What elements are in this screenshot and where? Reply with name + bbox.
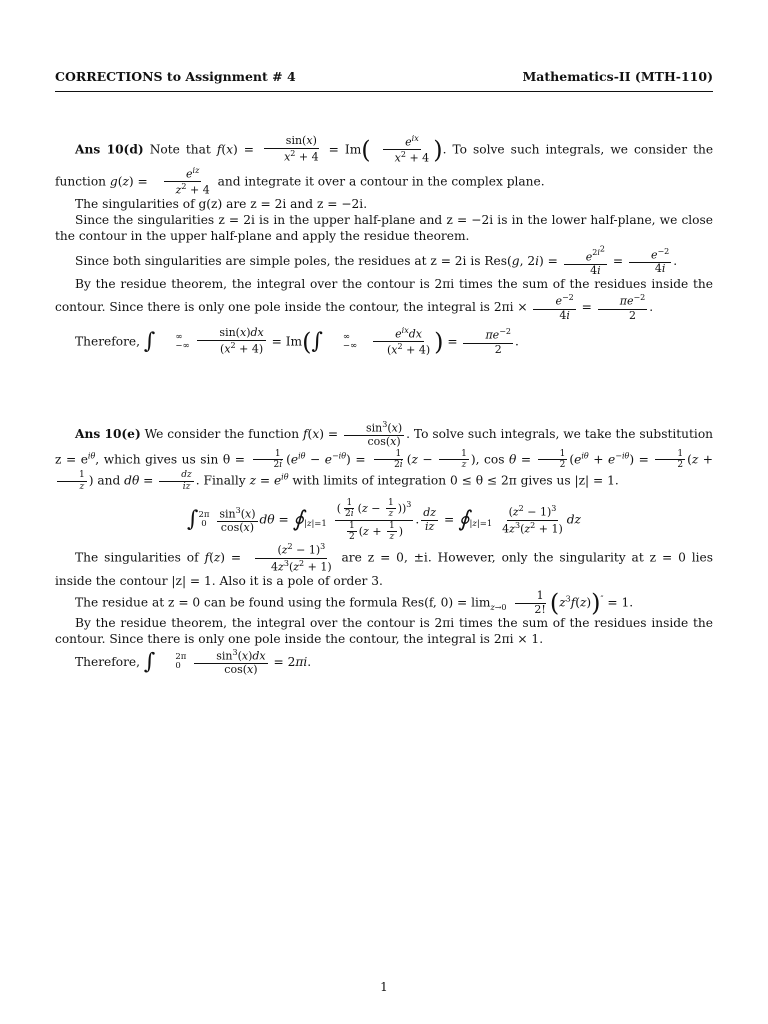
ans-e-singularities: The singularities of f(z) = $\frac{(z^2 - 1)^3}{4z^3(z^2 + 1)}$ are z = 0, ±i. However, only the singularity at z = 0 lies inside the contour |z| = 1. Also it is a pole of order 3. xyxy=(55,542,713,589)
ans-e-intro: Ans 10(e) We consider the function f(x) = $\frac{\sin^3(x)}{\cos(x)}$ . To solve such integrals, we take the substitution $z = e^{i\theta}$, which gives us sin θ = $\frac{1}{2i}$ $(e^{i\theta} - e^{-i\theta})$ = $\frac{1}{2i}$ (z − $\frac{1}{z}$ ), cos θ = $\frac{1}{2}$ $(e^{i\theta} + e^{-i\theta})$ = $\frac{1}{2}$ (z + $\frac{1}{z}$ ) and dθ = $\frac{dz}{iz}$ . Finally $z = e^{i\theta}$ with limits of integration 0 ≤ θ ≤ 2π gives us |z| = 1. xyxy=(55,419,714,492)
page-header xyxy=(55,69,713,85)
ans-d-singularities: The singularities of g(z) are z = 2i and z = −2i. xyxy=(75,197,368,212)
ans-e-display-equation: ∫ 2π 0 $\frac{\sin^3(x)}{\cos(x)}$ dθ = ∮ |z|=1 ( $\frac{1}{2i}$ (z − $\frac{1}{z}$ ))$^3$ $\frac{1}{2}$ (z + $\frac{1}{z}$ ) . $\frac{dz}{iz}$ = ∮ |z|=1 $\frac{(z^2 - 1)^3}{4z^3(z^2 + 1)}$ dz xyxy=(187,498,581,543)
ans-d-residue: Since both singularities are simple poles, the residues at z = 2i is Res(g, 2i) = $\frac{e^{2i^2}}{4i}$ = $\frac{e^{-2}}{4i}$ . xyxy=(75,244,678,277)
ans-d-intro: Ans 10(d) Note that f(x) = $\frac{\sin(x)}{x^2 + 4}$ = Im( $\frac{e^{ix}}{x^2 + 4}$ ). To solve such integrals, we consider the function g(z) = $\frac{e^{iz}}{z^2 + 4}$ and integrate it over a contour in the complex plane. xyxy=(55,134,714,197)
ans-d-contour: Since the singularities z = 2i is in the upper half-plane and z = −2i is in the lower half-plane, we close the contour in the upper half-plane and apply the residue theorem. xyxy=(55,213,713,243)
document-body xyxy=(55,134,713,677)
ans-e-label: Ans 10(e) xyxy=(75,426,141,441)
ans-d-result: Therefore, ∫ ∞ −∞ $\frac{\sin(x)dx}{(x^2 + 4)}$ = Im(∫ ∞ −∞ $\frac{e^{ix}dx}{(x^2 + 4)}$ ) = $\frac{\pi e^{-2}}{2}$ . xyxy=(75,326,519,358)
ans-d-label: Ans 10(d) xyxy=(75,142,144,157)
header-right: Mathematics-II (MTH-110) xyxy=(522,69,713,84)
ans-e-result: Therefore, ∫ 2π 0 $\frac{\sin^3(x)dx}{\cos(x)}$ = 2πi. xyxy=(75,647,312,677)
header-left: CORRECTIONS to Assignment # 4 xyxy=(55,69,296,84)
ans-e-theorem: By the residue theorem, the integral over the contour is 2πi times the sum of the residues inside the contour. Since there is only one pole inside the contour, the integral is 2πi × 1. xyxy=(55,616,713,647)
ans-e-residue: The residue at z = 0 can be found using the formula Res(f, $0) = \lim_{z\to 0}$ $\frac{1}{2!}$ $(z^3f(z))'' = 1$. xyxy=(75,588,634,618)
page-number: 1 xyxy=(380,980,388,994)
header-rule xyxy=(55,91,713,92)
math-fraction: $\frac{\sin(x)}{x^2 + 4}$ xyxy=(262,135,321,164)
ans-d-theorem: By the residue theorem, the integral over the contour is 2πi times the sum of the residues inside the contour. Since there is only one pole inside the contour, the integral is 2πi × $\frac{e^{-2}}{4i}$ = $\frac{\pi e^{-2}}{2}$ . xyxy=(55,277,713,322)
